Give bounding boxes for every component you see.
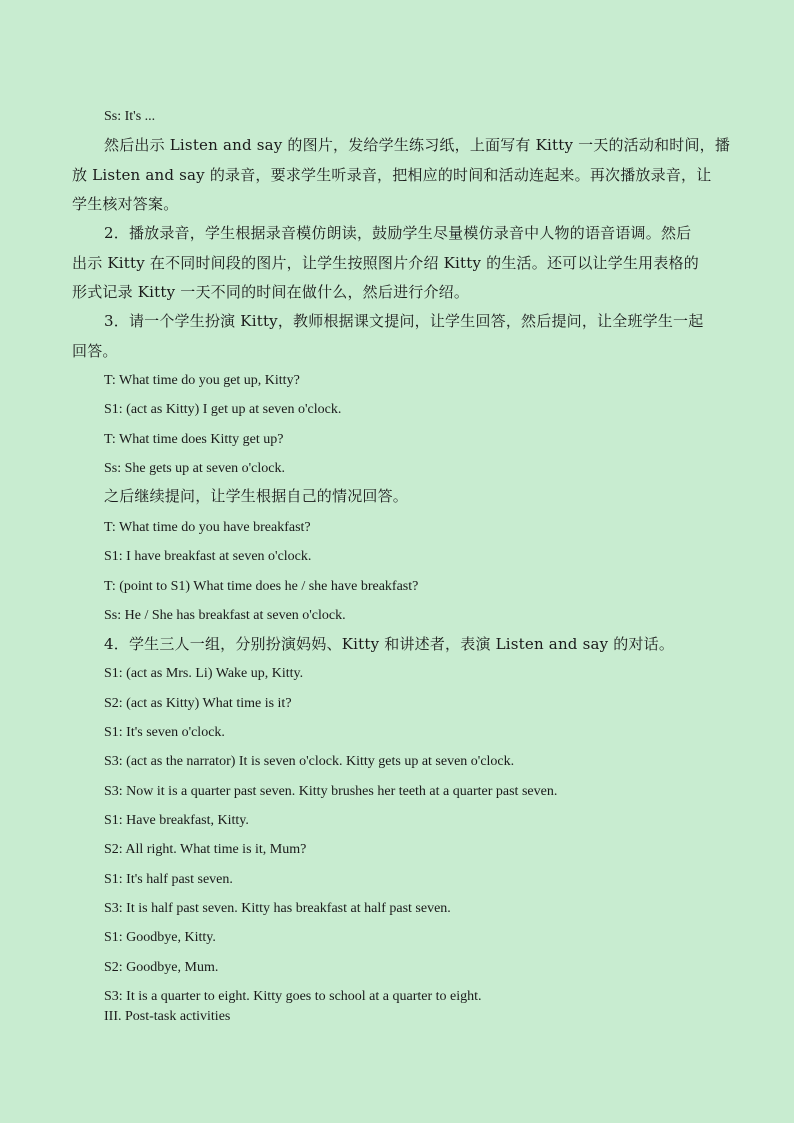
text-line: 3．请一个学生扮演 Kitty，教师根据课文提问，让学生回答，然后提问，让全班学生一起: [104, 312, 704, 330]
text-line: S3: It is half past seven. Kitty has breakfast at half past seven.: [104, 901, 451, 916]
text-line: S1: It's seven o'clock.: [104, 725, 225, 740]
text-line: Ss: It's ...: [104, 109, 156, 124]
text-line: 4．学生三人一组，分别扮演妈妈、Kitty 和讲述者，表演 Listen and say 的对话。: [104, 635, 675, 653]
text-line: S3: Now it is a quarter past seven. Kitty brushes her teeth at a quarter past seven.: [104, 784, 558, 799]
text-line: S1: Goodbye, Kitty.: [104, 930, 216, 945]
text-line: 出示 Kitty 在不同时间段的图片，让学生按照图片介绍 Kitty 的生活。还可以让学生用表格的: [72, 254, 699, 272]
text-line: S1: It's half past seven.: [104, 872, 233, 887]
text-line: S1: (act as Kitty) I get up at seven o'clock.: [104, 402, 342, 417]
text-line: 学生核对答案。: [72, 195, 179, 213]
text-line: S3: (act as the narrator) It is seven o'clock. Kitty gets up at seven o'clock.: [104, 754, 515, 769]
text-line: S2: (act as Kitty) What time is it?: [104, 696, 292, 711]
text-line: T: What time do you have breakfast?: [104, 520, 311, 535]
text-line: 回答。: [72, 342, 118, 360]
text-line: S1: I have breakfast at seven o'clock.: [104, 549, 312, 564]
section-heading: III. Post-task activities: [104, 1009, 231, 1024]
text-line: 然后出示 Listen and say 的图片，发给学生练习纸，上面写有 Kitty 一天的活动和时间，播: [104, 136, 731, 154]
text-line: 之后继续提问，让学生根据自己的情况回答。: [104, 487, 409, 505]
text-line: S3: It is a quarter to eight. Kitty goes to school at a quarter to eight.: [104, 989, 482, 1004]
text-line: S2: All right. What time is it, Mum?: [104, 842, 307, 857]
text-line: Ss: She gets up at seven o'clock.: [104, 461, 285, 476]
text-line: T: (point to S1) What time does he / she have breakfast?: [104, 579, 419, 594]
text-line: S1: (act as Mrs. Li) Wake up, Kitty.: [104, 666, 304, 681]
text-line: T: What time does Kitty get up?: [104, 432, 284, 447]
text-line: 形式记录 Kitty 一天不同的时间在做什么，然后进行介绍。: [72, 283, 470, 301]
text-line: S1: Have breakfast, Kitty.: [104, 813, 249, 828]
text-line: 放 Listen and say 的录音，要求学生听录音，把相应的时间和活动连起来。再次播放录音，让: [72, 166, 712, 184]
text-line: 2．播放录音，学生根据录音模仿朗读，鼓励学生尽量模仿录音中人物的语音语调。然后: [104, 224, 692, 242]
text-line: T: What time do you get up, Kitty?: [104, 373, 300, 388]
text-line: Ss: He / She has breakfast at seven o'clock.: [104, 608, 346, 623]
text-line: S2: Goodbye, Mum.: [104, 960, 219, 975]
